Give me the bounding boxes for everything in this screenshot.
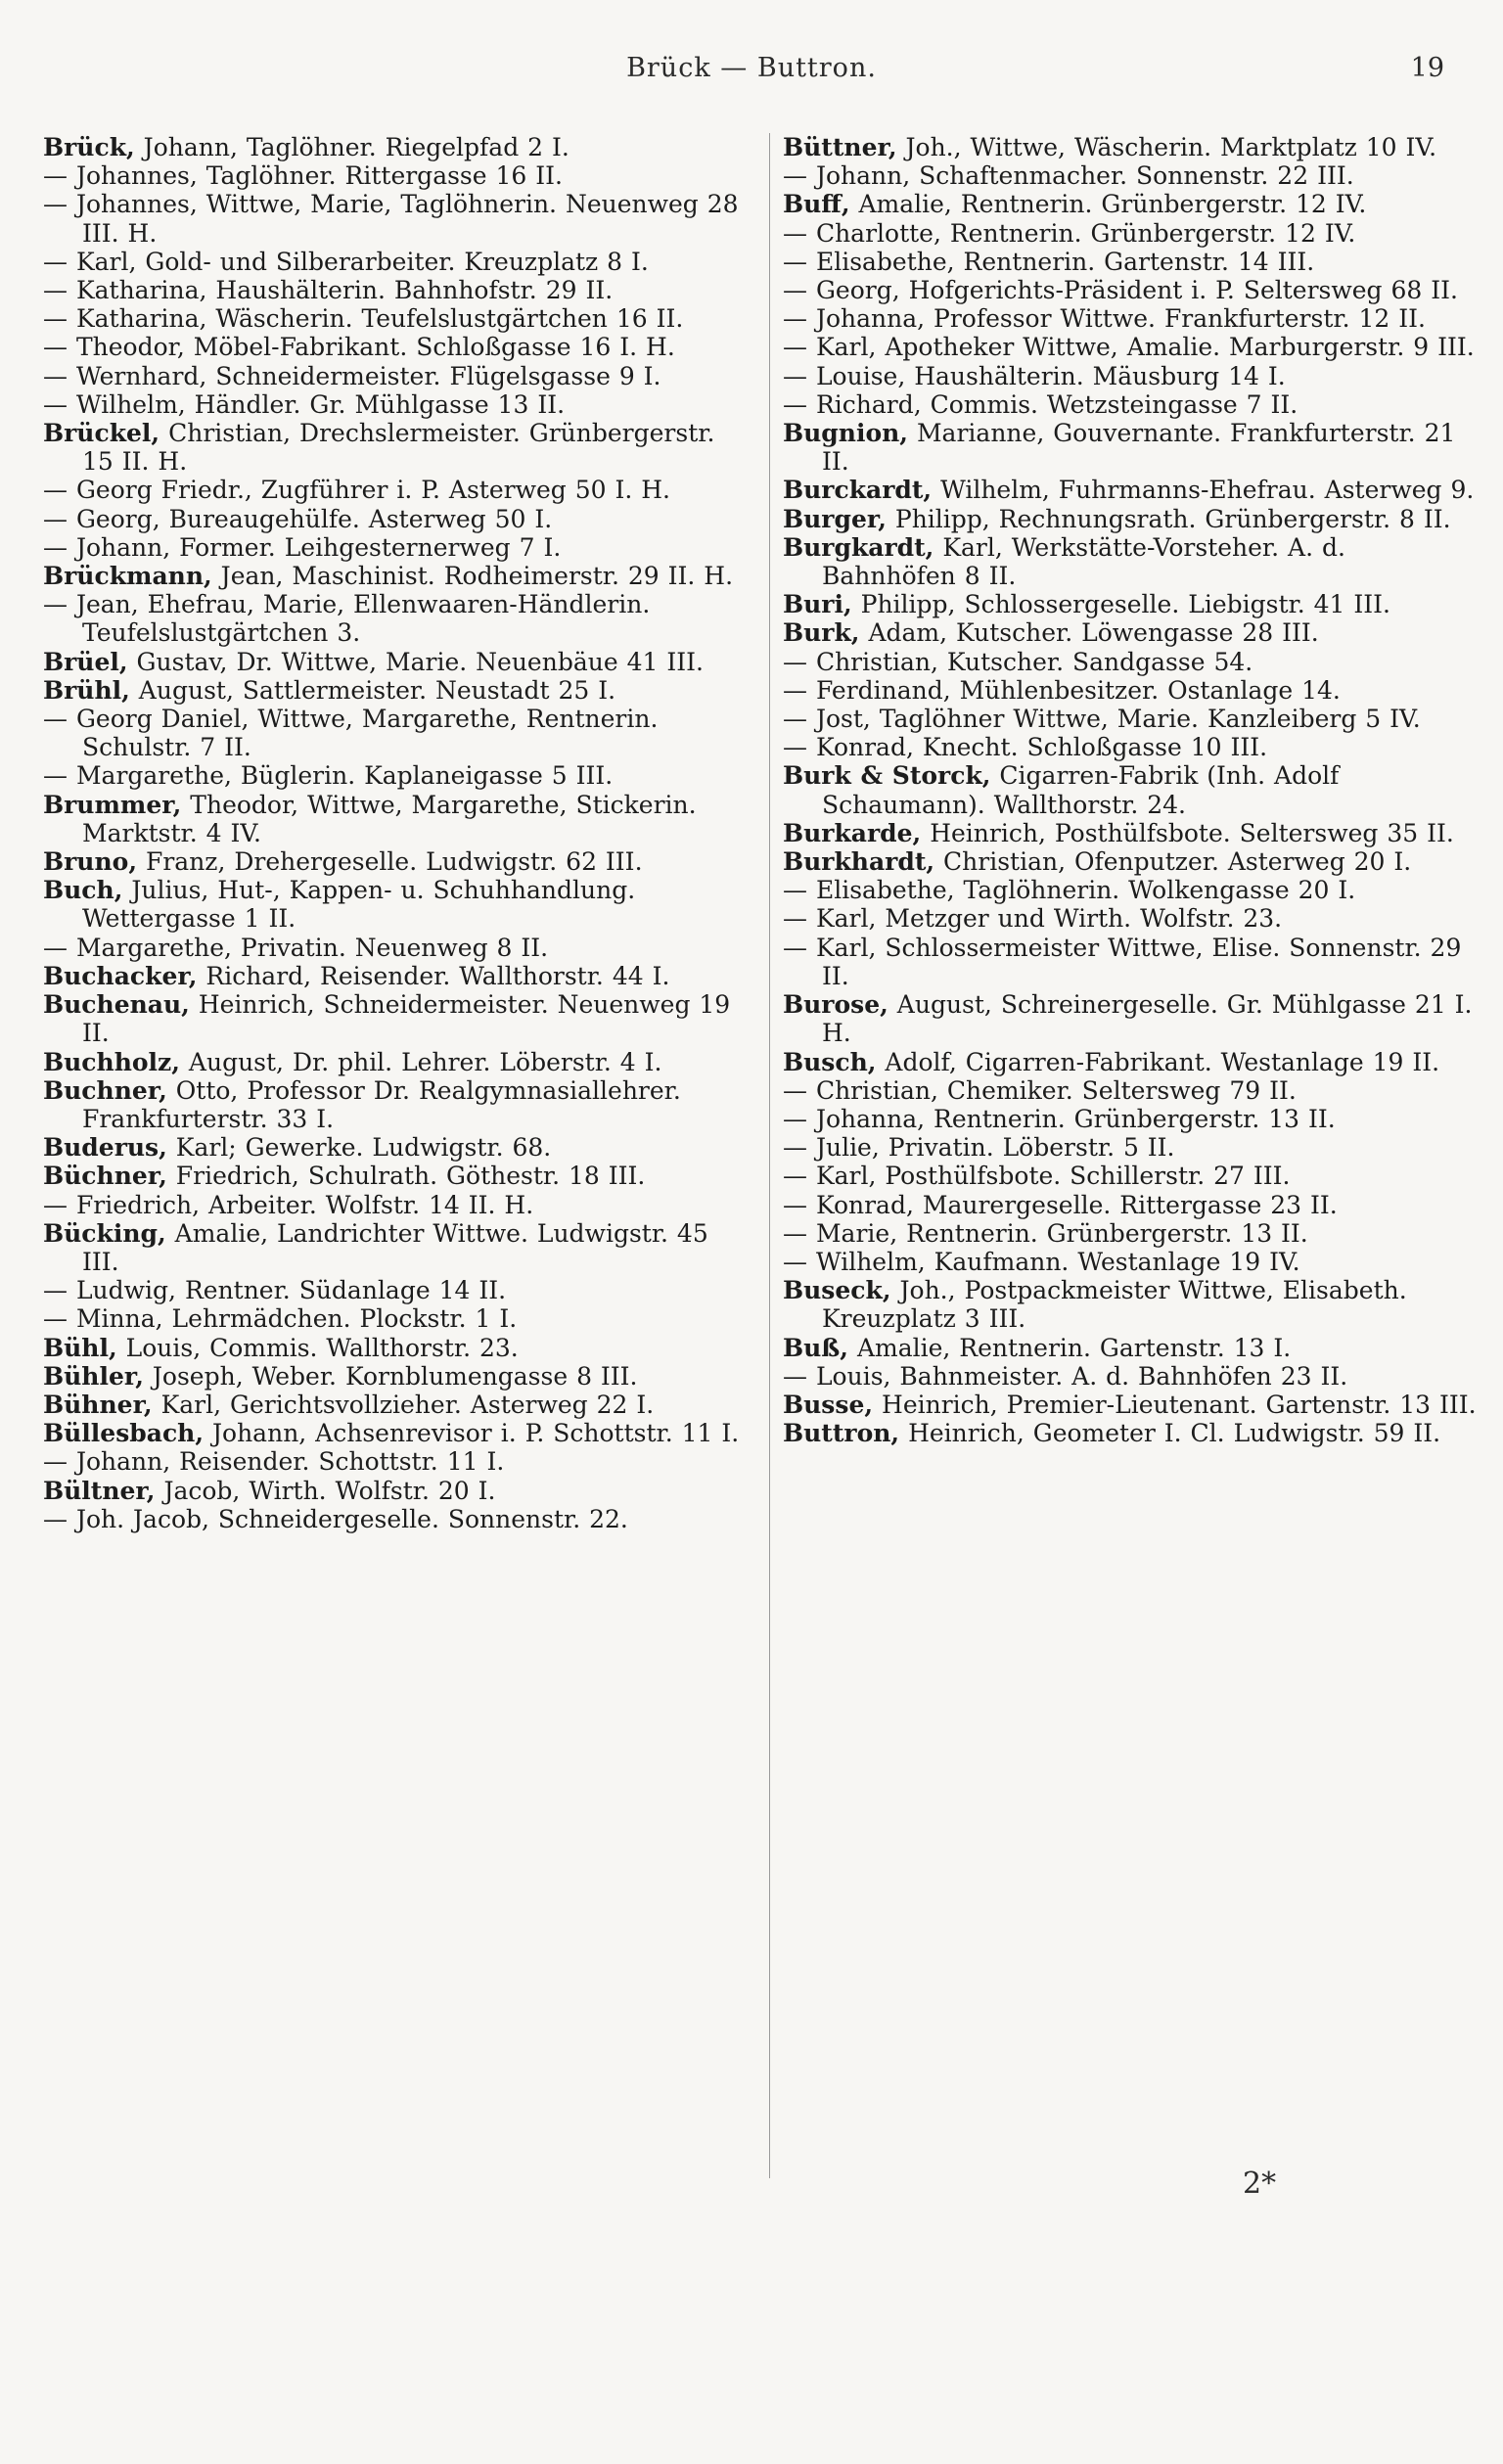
entry-details: Julius, Hut-, Kappen- u. Schuhhandlung. Wettergasse 1 II. [82, 876, 636, 934]
entry-details: Marianne, Gouvernante. Frankfurterstr. 21 II. [822, 419, 1456, 477]
directory-entry [43, 1133, 740, 1162]
directory-entry [783, 1419, 1480, 1447]
entry-details: Amalie, Rentnerin. Grünbergerstr. 12 IV. [849, 190, 1367, 219]
entry-details: Amalie, Landrichter Wittwe. Ludwigstr. 45 III. [82, 1218, 708, 1276]
entry-surname: Bühl, [43, 1333, 117, 1362]
directory-entry [783, 733, 1480, 761]
entry-surname: Burk & Storck, [783, 761, 991, 791]
entry-surname: Buderus, [43, 1133, 167, 1163]
entry-details: Joh., Wittwe, Wäscherin. Marktplatz 10 IV. [896, 133, 1437, 161]
entry-surname: Buch, [43, 876, 123, 905]
directory-entry [43, 1162, 740, 1190]
directory-entry [783, 1219, 1480, 1248]
entry-details: — Ludwig, Rentner. Südanlage 14 II. [43, 1276, 507, 1305]
entry-details: — Wilhelm, Händler. Gr. Mühlgasse 13 II. [43, 389, 566, 419]
entry-details: — Johann, Schaftenmacher. Sonnenstr. 22 III. [783, 161, 1354, 191]
entry-surname: Buff, [783, 190, 850, 219]
running-title: Brück — Buttron. [626, 53, 877, 83]
entry-surname: Brüel, [43, 647, 128, 676]
directory-entry [43, 847, 740, 876]
directory-entry [43, 876, 740, 933]
directory-entry [43, 791, 740, 847]
entry-details: — Johannes, Wittwe, Marie, Taglöhnerin. Neuenweg 28 III. H. [43, 190, 739, 248]
directory-entry [783, 248, 1480, 276]
directory-entry [43, 1048, 740, 1076]
entry-details: — Louis, Bahnmeister. A. d. Bahnhöfen 23 II. [783, 1361, 1348, 1391]
entry-details: — Karl, Metzger und Wirth. Wolfstr. 23. [783, 904, 1283, 934]
entry-details: — Georg Daniel, Wittwe, Margarethe, Rentnerin. Schulstr. 7 II. [43, 705, 659, 762]
directory-entry [43, 1219, 740, 1276]
entry-details: Jacob, Wirth. Wolfstr. 20 I. [155, 1476, 496, 1505]
directory-entry [43, 1191, 740, 1219]
entry-details: — Ferdinand, Mühlenbesitzer. Ostanlage 14. [783, 675, 1341, 705]
directory-entry [783, 648, 1480, 676]
entry-details: Christian, Ofenputzer. Asterweg 20 I. [934, 847, 1412, 877]
directory-entry [783, 990, 1480, 1047]
signature-mark: 2* [1243, 2167, 1277, 2201]
entry-surname: Büttner, [783, 133, 897, 161]
entry-surname: Buchholz, [43, 1047, 180, 1076]
directory-entry [43, 505, 740, 533]
entry-details: — Katharina, Haushälterin. Bahnhofstr. 29 II. [43, 276, 614, 305]
entry-details: — Johann, Former. Leihgesternerweg 7 I. [43, 532, 562, 562]
entry-surname: Brück, [43, 133, 135, 161]
entry-details: Richard, Reisender. Wallthorstr. 44 I. [197, 961, 670, 990]
directory-entry [783, 419, 1480, 476]
entry-details: — Elisabethe, Taglöhnerin. Wolkengasse 20 I. [783, 876, 1356, 905]
entry-details: — Konrad, Knecht. Schloßgasse 10 III. [783, 733, 1268, 762]
entry-details: Heinrich, Geometer I. Cl. Ludwigstr. 59 II. [899, 1419, 1441, 1448]
directory-entry [43, 676, 740, 705]
entry-details: Cigarren-Fabrik (Inh. Adolf Schaumann). Wallthorstr. 24. [822, 761, 1340, 819]
directory-entry [43, 533, 740, 562]
directory-entry [43, 304, 740, 333]
directory-entry [43, 705, 740, 761]
directory-entry [43, 1334, 740, 1362]
entry-surname: Busch, [783, 1047, 877, 1076]
entry-surname: Buttron, [783, 1419, 900, 1448]
directory-entry [783, 1248, 1480, 1276]
entry-surname: Buchacker, [43, 961, 198, 990]
entry-details: Joseph, Weber. Kornblumengasse 8 III. [143, 1361, 638, 1391]
entry-surname: Brückel, [43, 419, 160, 448]
directory-entry [783, 904, 1480, 933]
entry-details: — Elisabethe, Rentnerin. Gartenstr. 14 III. [783, 247, 1315, 276]
directory-entry [43, 390, 740, 419]
entry-details: Johann, Taglöhner. Riegelpfad 2 I. [134, 133, 569, 161]
entry-details: Theodor, Wittwe, Margarethe, Stickerin. Marktstr. 4 IV. [82, 790, 697, 847]
entry-details: — Friedrich, Arbeiter. Wolfstr. 14 II. H. [43, 1190, 534, 1219]
page-number: 19 [1410, 53, 1444, 83]
directory-entry [783, 1391, 1480, 1419]
directory-entry [43, 962, 740, 990]
entry-details: — Joh. Jacob, Schneidergeselle. Sonnenstr. 22. [43, 1504, 628, 1533]
directory-entry [783, 533, 1480, 590]
directory-entry [43, 362, 740, 390]
entry-details: Wilhelm, Fuhrmanns-Ehefrau. Asterweg 9. [932, 476, 1475, 505]
directory-entry [43, 562, 740, 590]
directory-entry [43, 1076, 740, 1133]
directory-entry [783, 1191, 1480, 1219]
entry-details: — Julie, Privatin. Löberstr. 5 II. [783, 1133, 1175, 1163]
entry-details: — Louise, Haushälterin. Mäusburg 14 I. [783, 361, 1286, 390]
entry-details: — Jost, Taglöhner Wittwe, Marie. Kanzleiberg 5 IV. [783, 705, 1421, 734]
entry-details: August, Schreinergeselle. Gr. Mühlgasse 21 I. H. [822, 990, 1473, 1048]
entry-details: Karl, Werkstätte-Vorsteher. A. d. Bahnhöfen 8 II. [822, 532, 1345, 591]
directory-entry [783, 304, 1480, 333]
entry-surname: Brummer, [43, 790, 182, 819]
entry-surname: Buß, [783, 1333, 849, 1362]
entry-surname: Brühl, [43, 675, 130, 705]
entry-details: Philipp, Rechnungsrath. Grünbergerstr. 8 II. [886, 504, 1451, 533]
entry-details: Karl; Gewerke. Ludwigstr. 68. [166, 1133, 552, 1163]
entry-details: Louis, Commis. Wallthorstr. 23. [116, 1333, 519, 1362]
entry-details: Karl, Gerichtsvollzieher. Asterweg 22 I. [152, 1390, 655, 1419]
entry-surname: Burkhardt, [783, 847, 935, 877]
entry-details: Heinrich, Schneidermeister. Neuenweg 19 II. [82, 990, 731, 1048]
directory-entry [783, 934, 1480, 990]
directory-entry [43, 1477, 740, 1505]
entry-surname: Brückmann, [43, 562, 212, 591]
entry-details: Philipp, Schlossergeselle. Liebigstr. 41 III. [851, 590, 1390, 619]
directory-entry [43, 248, 740, 276]
entry-surname: Burk, [783, 618, 860, 648]
directory-entry [783, 190, 1480, 218]
entry-details: Johann, Achsenrevisor i. P. Schottstr. 11 I. [204, 1419, 740, 1448]
entry-surname: Bugnion, [783, 419, 909, 448]
entry-surname: Bühner, [43, 1390, 153, 1419]
directory-entry [43, 276, 740, 304]
entry-details: — Wilhelm, Kaufmann. Westanlage 19 IV. [783, 1247, 1300, 1276]
directory-entry [783, 1362, 1480, 1391]
entry-details: — Christian, Kutscher. Sandgasse 54. [783, 647, 1253, 676]
entry-details: August, Dr. phil. Lehrer. Löberstr. 4 I. [179, 1047, 662, 1076]
entry-surname: Busse, [783, 1390, 874, 1419]
directory-entry [783, 590, 1480, 618]
entry-surname: Burger, [783, 504, 887, 533]
directory-entry [783, 1076, 1480, 1105]
entry-surname: Büchner, [43, 1162, 167, 1191]
entry-details: — Georg, Hofgerichts-Präsident i. P. Seltersweg 68 II. [783, 276, 1458, 305]
column-divider [769, 133, 770, 2178]
entry-details: — Johann, Reisender. Schottstr. 11 I. [43, 1447, 505, 1477]
entry-details: — Johanna, Professor Wittwe. Frankfurterstr. 12 II. [783, 304, 1426, 334]
directory-entry [783, 476, 1480, 504]
entry-details: — Georg Friedr., Zugführer i. P. Asterweg 50 I. H. [43, 476, 671, 505]
directory-entry [783, 1105, 1480, 1133]
entry-surname: Bühler, [43, 1361, 144, 1391]
directory-entry [783, 1133, 1480, 1162]
entry-details: — Charlotte, Rentnerin. Grünbergerstr. 12 IV. [783, 218, 1356, 248]
directory-entry [43, 934, 740, 962]
page-header [0, 47, 1503, 90]
directory-entry [43, 161, 740, 190]
entry-surname: Burkarde, [783, 818, 922, 847]
entry-details: — Johanna, Rentnerin. Grünbergerstr. 13 II. [783, 1104, 1336, 1133]
entry-details: — Margarethe, Privatin. Neuenweg 8 II. [43, 933, 549, 962]
directory-entry [43, 133, 740, 161]
directory-entry [43, 190, 740, 247]
entry-details: Heinrich, Premier-Lieutenant. Gartenstr. 13 III. [873, 1390, 1477, 1419]
directory-entry [783, 333, 1480, 361]
directory-entry [783, 390, 1480, 419]
directory-entry [783, 705, 1480, 733]
entry-details: — Christian, Chemiker. Seltersweg 79 II. [783, 1075, 1297, 1105]
entry-details: Otto, Professor Dr. Realgymnasiallehrer. Frankfurterstr. 33 I. [82, 1075, 681, 1133]
entry-surname: Bültner, [43, 1476, 156, 1505]
entry-details: — Richard, Commis. Wetzsteingasse 7 II. [783, 389, 1298, 419]
directory-entry [783, 1276, 1480, 1333]
directory-entry [783, 362, 1480, 390]
entry-details: — Karl, Posthülfsbote. Schillerstr. 27 III. [783, 1162, 1291, 1191]
entry-details: — Katharina, Wäscherin. Teufelslustgärtchen 16 II. [43, 304, 684, 334]
directory-entry [43, 1447, 740, 1476]
directory-entry [783, 618, 1480, 647]
directory-entry [783, 876, 1480, 904]
directory-entry [43, 1505, 740, 1533]
entry-details: — Jean, Ehefrau, Marie, Ellenwaaren-Händlerin. Teufelslustgärtchen 3. [43, 590, 651, 648]
directory-entry [43, 648, 740, 676]
directory-entry [43, 333, 740, 361]
directory-entry [43, 1362, 740, 1391]
entry-details: — Karl, Apotheker Wittwe, Amalie. Marburgerstr. 9 III. [783, 333, 1475, 362]
entry-details: Amalie, Rentnerin. Gartenstr. 13 I. [848, 1333, 1292, 1362]
entry-details: Friedrich, Schulrath. Göthestr. 18 III. [166, 1162, 646, 1191]
directory-entry [783, 505, 1480, 533]
directory-entry [783, 761, 1480, 818]
directory-entry [783, 847, 1480, 876]
directory-entry [783, 676, 1480, 705]
entry-details: — Minna, Lehrmädchen. Plockstr. 1 I. [43, 1304, 518, 1334]
directory-entry [783, 1048, 1480, 1076]
entry-surname: Buchner, [43, 1075, 167, 1105]
entry-details: — Marie, Rentnerin. Grünbergerstr. 13 II. [783, 1218, 1308, 1248]
entry-surname: Bruno, [43, 847, 138, 877]
directory-entry [43, 761, 740, 790]
directory-entry [43, 1391, 740, 1419]
directory-entry [783, 1334, 1480, 1362]
directory-entry [43, 590, 740, 647]
entry-details: Christian, Drechslermeister. Grünbergerstr. 15 II. H. [82, 419, 715, 477]
directory-entry [43, 1276, 740, 1304]
directory-entry [783, 219, 1480, 248]
entry-details: Heinrich, Posthülfsbote. Seltersweg 35 II. [921, 818, 1454, 847]
entry-surname: Bücking, [43, 1218, 166, 1248]
entry-details: Adam, Kutscher. Löwengasse 28 III. [859, 618, 1319, 648]
directory-entry [783, 133, 1480, 161]
entry-surname: Burgkardt, [783, 532, 934, 562]
directory-entry [783, 1162, 1480, 1190]
entry-details: Joh., Postpackmeister Wittwe, Elisabeth. Kreuzplatz 3 III. [822, 1276, 1407, 1334]
directory-entry [783, 161, 1480, 190]
entry-surname: Burose, [783, 990, 888, 1020]
directory-entry [43, 476, 740, 504]
entry-details: — Margarethe, Büglerin. Kaplaneigasse 5 III. [43, 761, 614, 791]
entry-details: — Theodor, Möbel-Fabrikant. Schloßgasse 16 I. H. [43, 333, 675, 362]
entry-surname: Buri, [783, 590, 852, 619]
directory-entry [783, 819, 1480, 847]
entry-details: — Wernhard, Schneidermeister. Flügelsgasse 9 I. [43, 361, 661, 390]
entry-details: — Karl, Schlossermeister Wittwe, Elise. Sonnenstr. 29 II. [783, 933, 1462, 990]
directory-entry [783, 276, 1480, 304]
entry-details: — Konrad, Maurergeselle. Rittergasse 23 II. [783, 1190, 1338, 1219]
directory-entry [43, 990, 740, 1047]
entry-surname: Burckardt, [783, 476, 933, 505]
directory-entry [43, 419, 740, 476]
entry-details: Jean, Maschinist. Rodheimerstr. 29 II. H. [211, 562, 734, 591]
entry-details: Gustav, Dr. Wittwe, Marie. Neuenbäue 41 III. [127, 647, 704, 676]
entry-details: Franz, Drehergeselle. Ludwigstr. 62 III. [137, 847, 643, 877]
directory-entry [43, 1304, 740, 1333]
entry-surname: Buchenau, [43, 990, 190, 1020]
entry-details: — Karl, Gold- und Silberarbeiter. Kreuzplatz 8 I. [43, 247, 649, 276]
entry-details: Adolf, Cigarren-Fabrikant. Westanlage 19 II. [876, 1047, 1440, 1076]
entry-surname: Büllesbach, [43, 1419, 205, 1448]
directory-entry [43, 1419, 740, 1447]
entry-surname: Buseck, [783, 1276, 891, 1305]
entry-details: — Georg, Bureaugehülfe. Asterweg 50 I. [43, 504, 553, 533]
left-column [43, 133, 740, 1533]
right-column [783, 133, 1480, 1447]
entry-details: August, Sattlermeister. Neustadt 25 I. [129, 675, 616, 705]
entry-details: — Johannes, Taglöhner. Rittergasse 16 II. [43, 161, 563, 191]
